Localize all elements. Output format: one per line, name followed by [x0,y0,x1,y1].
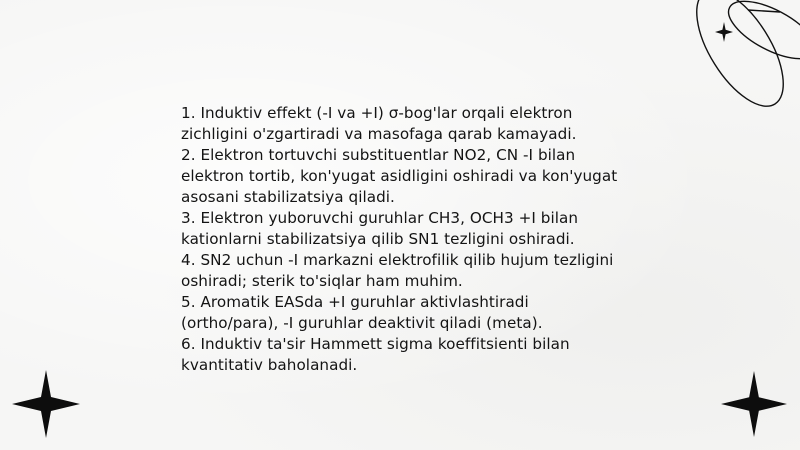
content-item-5: 5. Aromatik EASda +I guruhlar aktivlashtiradi (ortho/para), -I guruhlar deaktivit qiladi (meta). [181,293,543,332]
orbit-decoration [660,0,800,140]
content-item-3: 3. Elektron yuboruvchi guruhlar CH3, OCH3 +I bilan kationlarni stabilizatsiya qilib SN1 tezligini oshiradi. [181,209,579,248]
orbit-ring-large [680,0,800,120]
content-item-2: 2. Elektron tortuvchi substituentlar NO2, CN -I bilan elektron tortib, kon'yugat asidligini oshiradi va kon'yugat asosani stabilizatsiya qiladi. [181,146,618,206]
sparkle-icon [715,22,733,42]
orbit-line [748,10,780,12]
star-icon-left [12,370,80,438]
content-item-1: 1. Induktiv effekt (-I va +I) σ-bog'lar orqali elektron zichligini o'zgartiradi va masofaga qarab kamayadi. [181,104,577,143]
content-item-4: 4. SN2 uchun -I markazni elektrofilik qilib hujum tezligini oshiradi; sterik to'siqlar ham muhim. [181,251,614,290]
content-item-6: 6. Induktiv ta'sir Hammett sigma koeffitsienti bilan kvantitativ baholanadi. [181,335,570,374]
content-list [181,103,621,376]
star-icon-right [721,371,787,437]
